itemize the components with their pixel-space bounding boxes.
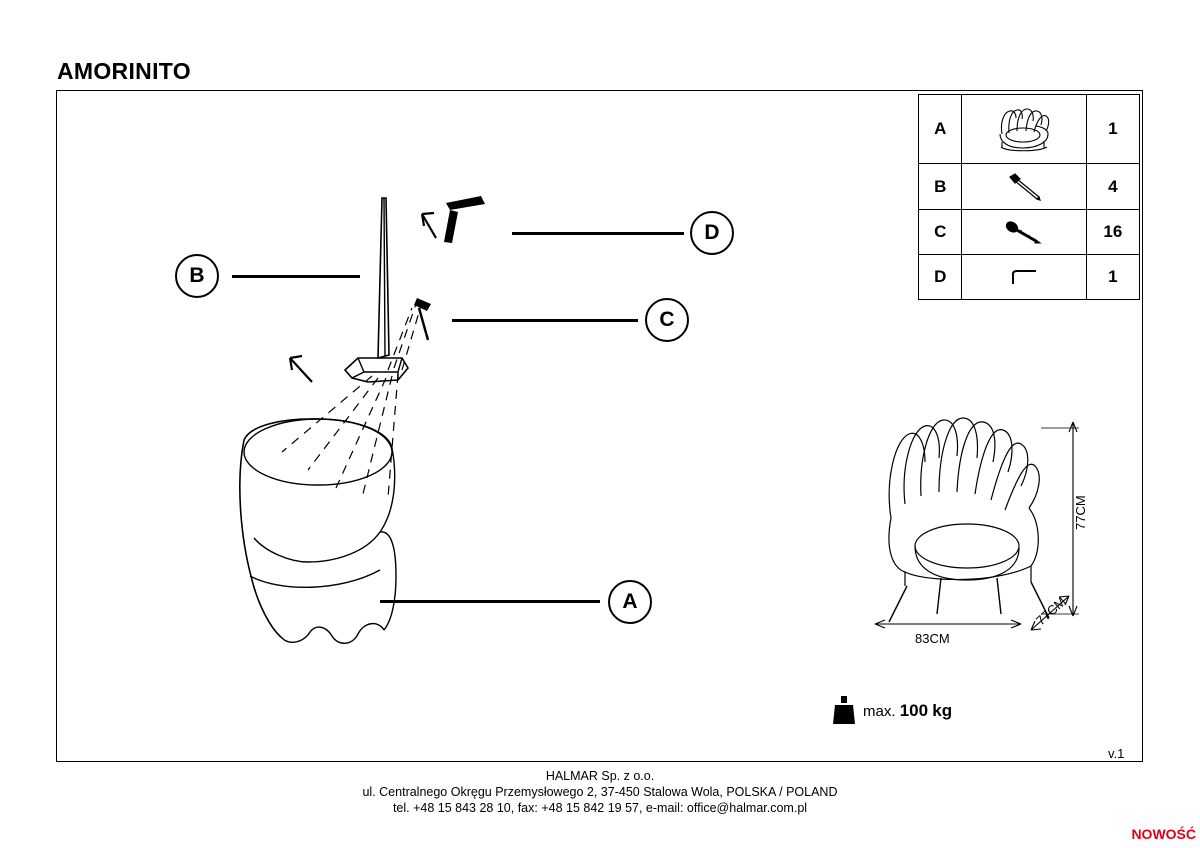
callout-a: A	[608, 580, 652, 624]
part-letter: D	[919, 254, 962, 299]
dimension-depth: 77CM	[1032, 593, 1069, 629]
dimension-height: 77CM	[1073, 495, 1088, 530]
part-qty: 1	[1086, 95, 1139, 164]
weight-icon	[833, 696, 855, 726]
dimension-width: 83CM	[915, 631, 950, 646]
footer	[0, 768, 1200, 816]
table-row	[919, 209, 1140, 254]
callout-b: B	[175, 254, 219, 298]
dimension-drawing	[845, 400, 1115, 650]
armchair-icon	[962, 95, 1086, 164]
bolt-icon	[962, 164, 1086, 209]
max-load-value: 100	[899, 701, 929, 720]
footer-company: HALMAR Sp. z o.o.	[545, 769, 655, 783]
footer-contact: tel. +48 15 843 28 10, fax: +48 15 842 19 57, e-mail: office@halmar.com.pl	[392, 801, 808, 815]
callout-d: D	[690, 211, 734, 255]
part-qty: 4	[1086, 164, 1139, 209]
part-qty: 1	[1086, 254, 1139, 299]
table-row	[919, 254, 1140, 299]
leader-line-d	[512, 232, 684, 235]
part-letter: B	[919, 164, 962, 209]
leader-line-a	[380, 600, 600, 603]
screw-icon	[962, 209, 1086, 254]
page-title: AMORINITO	[57, 58, 191, 84]
table-row	[919, 164, 1140, 209]
leader-line-b	[232, 275, 360, 278]
table-row	[919, 95, 1140, 164]
version-label: v.1	[1108, 746, 1125, 761]
leader-line-c	[452, 319, 638, 322]
nowosc-badge: NOWOŚĆ	[1131, 826, 1196, 842]
part-letter: C	[919, 209, 962, 254]
allen-key-icon	[962, 254, 1086, 299]
max-load	[833, 696, 952, 726]
parts-table	[918, 94, 1140, 300]
footer-address: ul. Centralnego Okręgu Przemysłowego 2, 37-450 Stalowa Wola, POLSKA / POLAND	[362, 785, 838, 799]
part-qty: 16	[1086, 209, 1139, 254]
callout-c: C	[645, 298, 689, 342]
part-letter: A	[919, 95, 962, 164]
max-load-text	[863, 701, 952, 721]
max-load-unit: kg	[932, 701, 953, 720]
max-load-prefix: max.	[863, 703, 896, 720]
